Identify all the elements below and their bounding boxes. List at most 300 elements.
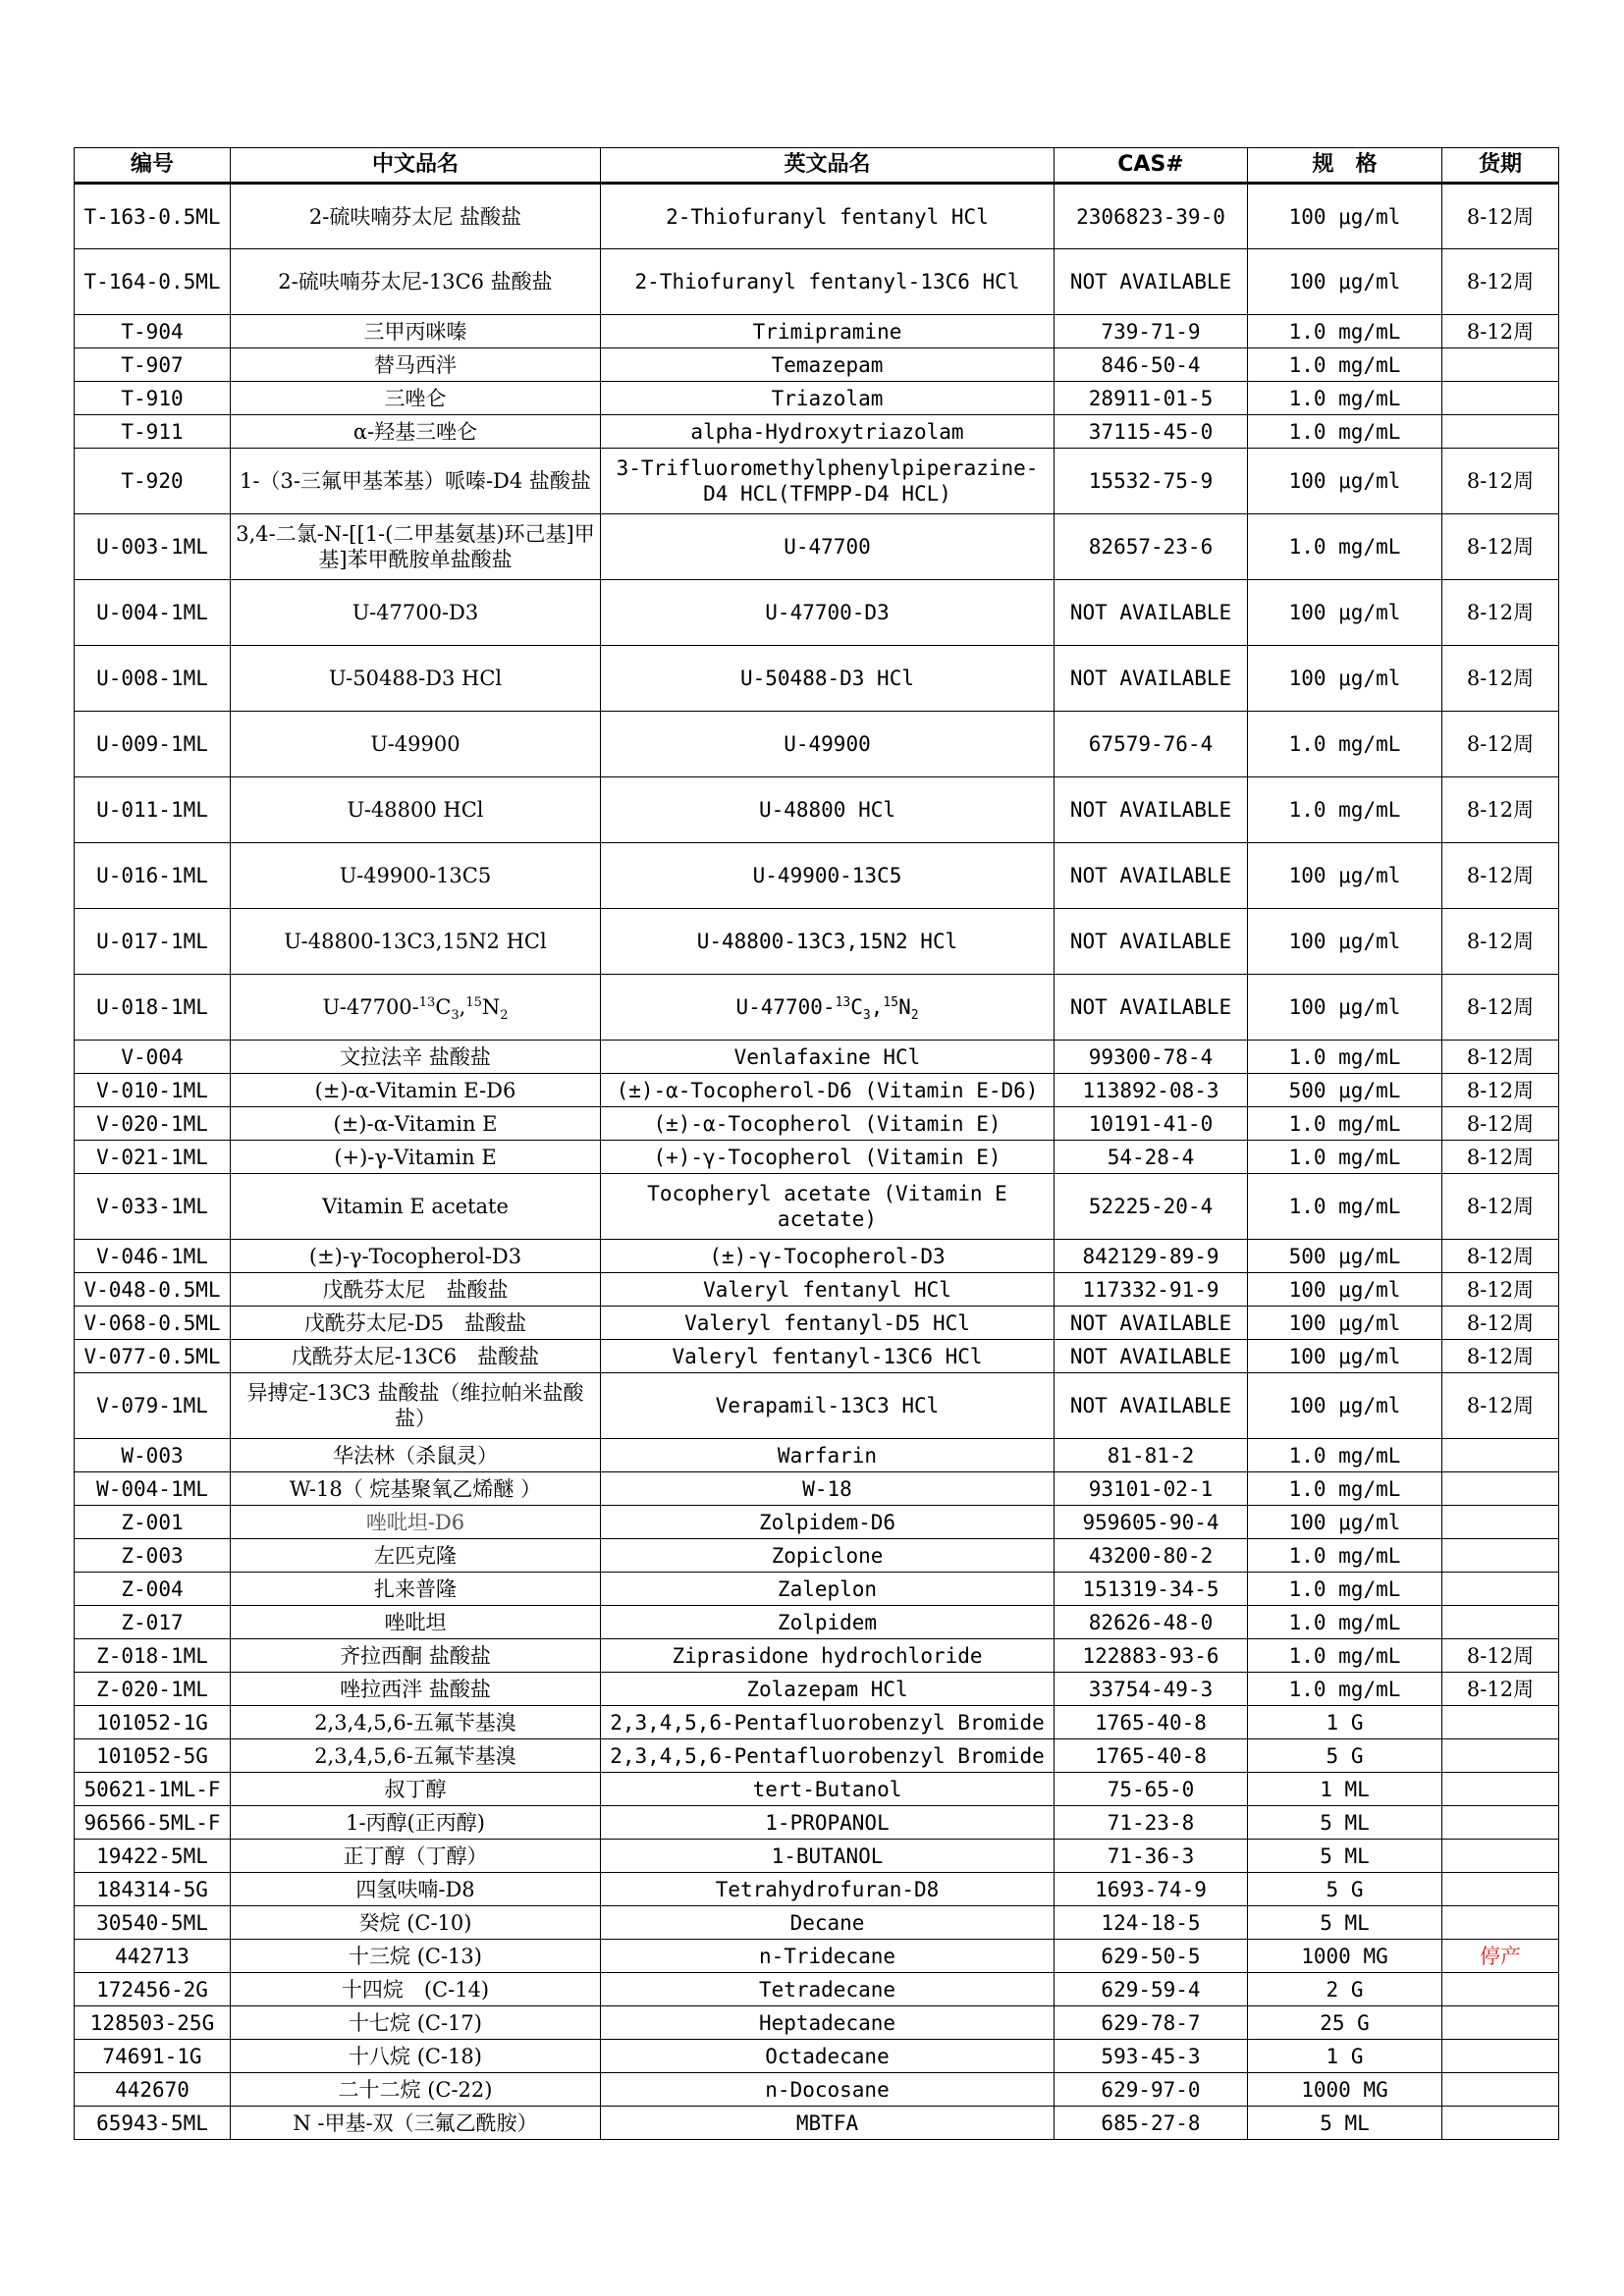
cell-product-id: 128503-25G — [75, 2006, 231, 2040]
cell-product-id: V-046-1ML — [75, 1240, 231, 1273]
cell-chinese-name: 二十二烷 (C-22) — [231, 2073, 601, 2107]
cell-english-name: 3-Trifluoromethylphenylpiperazine-D4 HCL(TFMPP-D4 HCL) — [601, 449, 1055, 514]
cell-lead-time — [1442, 415, 1559, 449]
table-row — [75, 1673, 1559, 1706]
table-row — [75, 1806, 1559, 1840]
cell-english-name: Tetrahydrofuran-D8 — [601, 1873, 1055, 1906]
cell-lead-time: 8-12周 — [1442, 184, 1559, 249]
cell-english-name: Heptadecane — [601, 2006, 1055, 2040]
cell-cas-number: 122883-93-6 — [1055, 1639, 1248, 1673]
cell-chinese-name: α-羟基三唑仑 — [231, 415, 601, 449]
cell-chinese-name: N -甲基-双（三氟乙酰胺） — [231, 2107, 601, 2140]
cell-cas-number: 43200-80-2 — [1055, 1539, 1248, 1573]
cell-product-id: Z-004 — [75, 1573, 231, 1606]
cell-specification: 1 G — [1248, 2040, 1442, 2073]
cell-specification: 100 μg/ml — [1248, 1373, 1442, 1439]
table-row — [75, 712, 1559, 777]
cell-english-name: U-50488-D3 HCl — [601, 646, 1055, 712]
header-id: 编号 — [75, 148, 231, 184]
table-row — [75, 1606, 1559, 1639]
cell-product-id: 65943-5ML — [75, 2107, 231, 2140]
cell-lead-time: 8-12周 — [1442, 1673, 1559, 1706]
cell-chinese-name: 2-硫呋喃芬太尼 盐酸盐 — [231, 184, 601, 249]
cell-chinese-name: 唑吡坦 — [231, 1606, 601, 1639]
cell-lead-time: 8-12周 — [1442, 1307, 1559, 1340]
cell-product-id: V-048-0.5ML — [75, 1273, 231, 1307]
table-row — [75, 646, 1559, 712]
cell-cas-number: 124-18-5 — [1055, 1906, 1248, 1940]
cell-product-id: U-017-1ML — [75, 909, 231, 975]
cell-product-id: U-016-1ML — [75, 843, 231, 909]
table-row — [75, 777, 1559, 843]
cell-english-name: (±)-α-Tocopherol-D6 (Vitamin E-D6) — [601, 1074, 1055, 1107]
cell-lead-time: 8-12周 — [1442, 843, 1559, 909]
cell-english-name: n-Docosane — [601, 2073, 1055, 2107]
cell-cas-number: 81-81-2 — [1055, 1439, 1248, 1472]
cell-product-id: Z-003 — [75, 1539, 231, 1573]
cell-specification: 1.0 mg/mL — [1248, 415, 1442, 449]
cell-chinese-name: W-18（ 烷基聚氧乙烯醚 ） — [231, 1472, 601, 1506]
header-chinese-name: 中文品名 — [231, 148, 601, 184]
table-row — [75, 1472, 1559, 1506]
table-row — [75, 1340, 1559, 1373]
cell-specification: 100 μg/ml — [1248, 1506, 1442, 1539]
cell-specification: 500 μg/mL — [1248, 1074, 1442, 1107]
cell-lead-time: 8-12周 — [1442, 909, 1559, 975]
cell-product-id: V-068-0.5ML — [75, 1307, 231, 1340]
cell-specification: 1.0 mg/mL — [1248, 514, 1442, 580]
cell-product-id: 172456-2G — [75, 1973, 231, 2006]
cell-lead-time: 8-12周 — [1442, 777, 1559, 843]
cell-english-name: 1-PROPANOL — [601, 1806, 1055, 1840]
table-row — [75, 1639, 1559, 1673]
cell-cas-number: 629-97-0 — [1055, 2073, 1248, 2107]
cell-english-name: Valeryl fentanyl HCl — [601, 1273, 1055, 1307]
table-row — [75, 1273, 1559, 1307]
cell-lead-time — [1442, 1739, 1559, 1773]
cell-specification: 100 μg/ml — [1248, 843, 1442, 909]
cell-chinese-name: 十七烷 (C-17) — [231, 2006, 601, 2040]
cell-cas-number: 75-65-0 — [1055, 1773, 1248, 1806]
cell-lead-time: 停产 — [1442, 1940, 1559, 1973]
cell-english-name: 2,3,4,5,6-Pentafluorobenzyl Bromide — [601, 1739, 1055, 1773]
cell-english-name: Valeryl fentanyl-D5 HCl — [601, 1307, 1055, 1340]
cell-lead-time: 8-12周 — [1442, 315, 1559, 348]
cell-chinese-name: 十八烷 (C-18) — [231, 2040, 601, 2073]
cell-product-id: U-004-1ML — [75, 580, 231, 646]
cell-chinese-name: 十三烷 (C-13) — [231, 1940, 601, 1973]
cell-product-id: V-020-1ML — [75, 1107, 231, 1141]
table-header-row — [75, 148, 1559, 184]
cell-cas-number: 629-59-4 — [1055, 1973, 1248, 2006]
cell-product-id: V-033-1ML — [75, 1174, 231, 1240]
cell-specification: 100 μg/ml — [1248, 249, 1442, 315]
cell-product-id: V-010-1ML — [75, 1074, 231, 1107]
table-row — [75, 2040, 1559, 2073]
cell-specification: 100 μg/ml — [1248, 1273, 1442, 1307]
cell-cas-number: 37115-45-0 — [1055, 415, 1248, 449]
table-row — [75, 249, 1559, 315]
cell-chinese-name: (±)-γ-Tocopherol-D3 — [231, 1240, 601, 1273]
cell-specification: 1.0 mg/mL — [1248, 1439, 1442, 1472]
cell-product-id: Z-001 — [75, 1506, 231, 1539]
cell-lead-time: 8-12周 — [1442, 449, 1559, 514]
table-row — [75, 382, 1559, 415]
cell-cas-number: 593-45-3 — [1055, 2040, 1248, 2073]
cell-english-name: Triazolam — [601, 382, 1055, 415]
cell-cas-number: NOT AVAILABLE — [1055, 843, 1248, 909]
cell-chinese-name: U-47700-D3 — [231, 580, 601, 646]
cell-specification: 1.0 mg/mL — [1248, 382, 1442, 415]
cell-lead-time — [1442, 1840, 1559, 1873]
cell-product-id: T-163-0.5ML — [75, 184, 231, 249]
cell-lead-time: 8-12周 — [1442, 1240, 1559, 1273]
table-row — [75, 1539, 1559, 1573]
cell-chinese-name: Vitamin E acetate — [231, 1174, 601, 1240]
cell-lead-time — [1442, 1539, 1559, 1573]
cell-chinese-name: 唑吡坦-D6 — [231, 1506, 601, 1539]
cell-specification: 1.0 mg/mL — [1248, 712, 1442, 777]
cell-lead-time — [1442, 1973, 1559, 2006]
table-row — [75, 1041, 1559, 1074]
cell-english-name: (±)-γ-Tocopherol-D3 — [601, 1240, 1055, 1273]
cell-chinese-name: U-49900-13C5 — [231, 843, 601, 909]
table-row — [75, 1773, 1559, 1806]
cell-chinese-name: (±)-α-Vitamin E-D6 — [231, 1074, 601, 1107]
cell-english-name: $U-47700-^{13}C_3,^{15}N_2$ — [601, 975, 1055, 1041]
cell-chinese-name: 戊酰芬太尼-D5 盐酸盐 — [231, 1307, 601, 1340]
cell-product-id: U-018-1ML — [75, 975, 231, 1041]
product-table — [74, 147, 1559, 2140]
cell-specification: 1.0 mg/mL — [1248, 1573, 1442, 1606]
cell-cas-number: 71-36-3 — [1055, 1840, 1248, 1873]
cell-lead-time — [1442, 2040, 1559, 2073]
table-row — [75, 1573, 1559, 1606]
cell-chinese-name: (+)-γ-Vitamin E — [231, 1141, 601, 1174]
table-row — [75, 1940, 1559, 1973]
cell-lead-time — [1442, 1606, 1559, 1639]
cell-cas-number: NOT AVAILABLE — [1055, 1373, 1248, 1439]
cell-english-name: 1-BUTANOL — [601, 1840, 1055, 1873]
cell-product-id: V-079-1ML — [75, 1373, 231, 1439]
cell-specification: 100 μg/ml — [1248, 646, 1442, 712]
cell-chinese-name: 1-丙醇(正丙醇) — [231, 1806, 601, 1840]
cell-product-id: U-003-1ML — [75, 514, 231, 580]
cell-cas-number: 82626-48-0 — [1055, 1606, 1248, 1639]
cell-product-id: 74691-1G — [75, 2040, 231, 2073]
cell-product-id: 101052-5G — [75, 1739, 231, 1773]
cell-english-name: 2,3,4,5,6-Pentafluorobenzyl Bromide — [601, 1706, 1055, 1739]
cell-specification: 5 ML — [1248, 1840, 1442, 1873]
cell-lead-time — [1442, 1472, 1559, 1506]
table-row — [75, 1174, 1559, 1240]
cell-specification: 500 μg/mL — [1248, 1240, 1442, 1273]
cell-cas-number: 71-23-8 — [1055, 1806, 1248, 1840]
cell-cas-number: 52225-20-4 — [1055, 1174, 1248, 1240]
cell-english-name: alpha-Hydroxytriazolam — [601, 415, 1055, 449]
cell-product-id: Z-017 — [75, 1606, 231, 1639]
cell-english-name: Temazepam — [601, 348, 1055, 382]
cell-chinese-name: 戊酰芬太尼 盐酸盐 — [231, 1273, 601, 1307]
cell-chinese-name: 左匹克隆 — [231, 1539, 601, 1573]
cell-specification: 5 ML — [1248, 1906, 1442, 1940]
cell-english-name: U-47700-D3 — [601, 580, 1055, 646]
cell-lead-time — [1442, 1506, 1559, 1539]
cell-lead-time — [1442, 1573, 1559, 1606]
cell-cas-number: 1765-40-8 — [1055, 1739, 1248, 1773]
table-row — [75, 348, 1559, 382]
table-row — [75, 909, 1559, 975]
cell-cas-number: 629-50-5 — [1055, 1940, 1248, 1973]
table-row — [75, 1739, 1559, 1773]
header-spec: 规 格 — [1248, 148, 1442, 184]
cell-specification: 1.0 mg/mL — [1248, 1107, 1442, 1141]
cell-product-id: 30540-5ML — [75, 1906, 231, 1940]
table-row — [75, 1873, 1559, 1906]
cell-cas-number: 15532-75-9 — [1055, 449, 1248, 514]
cell-cas-number: 54-28-4 — [1055, 1141, 1248, 1174]
cell-chinese-name: 异搏定-13C3 盐酸盐（维拉帕米盐酸盐） — [231, 1373, 601, 1439]
cell-cas-number: 1693-74-9 — [1055, 1873, 1248, 1906]
table-row — [75, 1706, 1559, 1739]
cell-cas-number: NOT AVAILABLE — [1055, 975, 1248, 1041]
cell-chinese-name: U-50488-D3 HCl — [231, 646, 601, 712]
cell-specification: 1.0 mg/mL — [1248, 1472, 1442, 1506]
cell-specification: 1.0 mg/mL — [1248, 315, 1442, 348]
cell-english-name: Valeryl fentanyl-13C6 HCl — [601, 1340, 1055, 1373]
cell-lead-time — [1442, 1806, 1559, 1840]
table-row — [75, 2073, 1559, 2107]
cell-english-name: n-Tridecane — [601, 1940, 1055, 1973]
cell-product-id: 184314-5G — [75, 1873, 231, 1906]
table-body — [75, 184, 1559, 2140]
cell-chinese-name: 戊酰芬太尼-13C6 盐酸盐 — [231, 1340, 601, 1373]
cell-english-name: Zaleplon — [601, 1573, 1055, 1606]
cell-cas-number: 846-50-4 — [1055, 348, 1248, 382]
cell-chinese-name: 癸烷 (C-10) — [231, 1906, 601, 1940]
cell-english-name: Zolpidem-D6 — [601, 1506, 1055, 1539]
cell-english-name: 2-Thiofuranyl fentanyl-13C6 HCl — [601, 249, 1055, 315]
cell-cas-number: 117332-91-9 — [1055, 1273, 1248, 1307]
cell-lead-time — [1442, 1773, 1559, 1806]
cell-english-name: W-18 — [601, 1472, 1055, 1506]
table-row — [75, 843, 1559, 909]
cell-english-name: Decane — [601, 1906, 1055, 1940]
cell-specification: 1.0 mg/mL — [1248, 1141, 1442, 1174]
cell-chinese-name: 文拉法辛 盐酸盐 — [231, 1041, 601, 1074]
cell-chinese-name: 三唑仑 — [231, 382, 601, 415]
table-row — [75, 2107, 1559, 2140]
cell-english-name: Octadecane — [601, 2040, 1055, 2073]
table-row — [75, 1506, 1559, 1539]
cell-specification: 100 μg/ml — [1248, 184, 1442, 249]
table-row — [75, 1307, 1559, 1340]
cell-english-name: U-49900 — [601, 712, 1055, 777]
cell-cas-number: NOT AVAILABLE — [1055, 646, 1248, 712]
table-row — [75, 975, 1559, 1041]
cell-chinese-name: 齐拉西酮 盐酸盐 — [231, 1639, 601, 1673]
cell-english-name: U-48800-13C3,15N2 HCl — [601, 909, 1055, 975]
header-lead-time: 货期 — [1442, 148, 1559, 184]
cell-specification: 1000 MG — [1248, 2073, 1442, 2107]
cell-specification: 1 G — [1248, 1706, 1442, 1739]
cell-cas-number: 99300-78-4 — [1055, 1041, 1248, 1074]
cell-english-name: Verapamil-13C3 HCl — [601, 1373, 1055, 1439]
cell-lead-time — [1442, 1706, 1559, 1739]
cell-lead-time: 8-12周 — [1442, 1373, 1559, 1439]
cell-specification: 1000 MG — [1248, 1940, 1442, 1973]
cell-chinese-name: 正丁醇（丁醇） — [231, 1840, 601, 1873]
cell-chinese-name: 2,3,4,5,6-五氟苄基溴 — [231, 1706, 601, 1739]
cell-lead-time: 8-12周 — [1442, 580, 1559, 646]
table-row — [75, 1840, 1559, 1873]
cell-specification: 1.0 mg/mL — [1248, 1041, 1442, 1074]
cell-cas-number: 93101-02-1 — [1055, 1472, 1248, 1506]
cell-chinese-name: 唑拉西泮 盐酸盐 — [231, 1673, 601, 1706]
cell-chinese-name: 三甲丙咪嗪 — [231, 315, 601, 348]
cell-product-id: T-164-0.5ML — [75, 249, 231, 315]
cell-chinese-name: 华法林（杀鼠灵） — [231, 1439, 601, 1472]
cell-cas-number: 1765-40-8 — [1055, 1706, 1248, 1739]
cell-specification: 5 ML — [1248, 2107, 1442, 2140]
cell-english-name: Zopiclone — [601, 1539, 1055, 1573]
cell-english-name: U-49900-13C5 — [601, 843, 1055, 909]
cell-specification: 100 μg/ml — [1248, 909, 1442, 975]
cell-chinese-name: 十四烷 (C-14) — [231, 1973, 601, 2006]
cell-specification: 100 μg/ml — [1248, 975, 1442, 1041]
cell-specification: 5 ML — [1248, 1806, 1442, 1840]
cell-cas-number: NOT AVAILABLE — [1055, 580, 1248, 646]
cell-english-name: tert-Butanol — [601, 1773, 1055, 1806]
cell-specification: 100 μg/ml — [1248, 449, 1442, 514]
cell-cas-number: 151319-34-5 — [1055, 1573, 1248, 1606]
cell-english-name: MBTFA — [601, 2107, 1055, 2140]
cell-specification: 25 G — [1248, 2006, 1442, 2040]
cell-product-id: V-021-1ML — [75, 1141, 231, 1174]
cell-product-id: 96566-5ML-F — [75, 1806, 231, 1840]
cell-specification: 5 G — [1248, 1873, 1442, 1906]
table-row — [75, 1240, 1559, 1273]
cell-product-id: Z-020-1ML — [75, 1673, 231, 1706]
cell-english-name: Zolpidem — [601, 1606, 1055, 1639]
cell-specification: 1.0 mg/mL — [1248, 1539, 1442, 1573]
cell-cas-number: 10191-41-0 — [1055, 1107, 1248, 1141]
cell-english-name: Venlafaxine HCl — [601, 1041, 1055, 1074]
cell-lead-time: 8-12周 — [1442, 1273, 1559, 1307]
cell-english-name: Ziprasidone hydrochloride — [601, 1639, 1055, 1673]
cell-lead-time — [1442, 1873, 1559, 1906]
cell-cas-number: NOT AVAILABLE — [1055, 777, 1248, 843]
cell-specification: 100 μg/ml — [1248, 580, 1442, 646]
cell-chinese-name: U-48800 HCl — [231, 777, 601, 843]
cell-cas-number: 113892-08-3 — [1055, 1074, 1248, 1107]
cell-specification: 1.0 mg/mL — [1248, 1606, 1442, 1639]
cell-english-name: Zolazepam HCl — [601, 1673, 1055, 1706]
header-cas: CAS# — [1055, 148, 1248, 184]
table-row — [75, 1373, 1559, 1439]
cell-cas-number: 2306823-39-0 — [1055, 184, 1248, 249]
cell-lead-time — [1442, 2006, 1559, 2040]
table-row — [75, 1074, 1559, 1107]
cell-lead-time: 8-12周 — [1442, 1174, 1559, 1240]
table-row — [75, 415, 1559, 449]
cell-specification: 1.0 mg/mL — [1248, 348, 1442, 382]
cell-lead-time — [1442, 2107, 1559, 2140]
table-row — [75, 1439, 1559, 1472]
cell-product-id: T-910 — [75, 382, 231, 415]
cell-lead-time: 8-12周 — [1442, 249, 1559, 315]
cell-specification: 1.0 mg/mL — [1248, 777, 1442, 843]
cell-specification: 100 μg/ml — [1248, 1340, 1442, 1373]
cell-product-id: 19422-5ML — [75, 1840, 231, 1873]
cell-product-id: 442713 — [75, 1940, 231, 1973]
cell-cas-number: 67579-76-4 — [1055, 712, 1248, 777]
cell-cas-number: 33754-49-3 — [1055, 1673, 1248, 1706]
cell-cas-number: 629-78-7 — [1055, 2006, 1248, 2040]
cell-specification: 1.0 mg/mL — [1248, 1639, 1442, 1673]
cell-product-id: V-077-0.5ML — [75, 1340, 231, 1373]
cell-english-name: Tetradecane — [601, 1973, 1055, 2006]
cell-chinese-name: 四氢呋喃-D8 — [231, 1873, 601, 1906]
cell-lead-time: 8-12周 — [1442, 1074, 1559, 1107]
cell-lead-time — [1442, 1906, 1559, 1940]
cell-cas-number: 739-71-9 — [1055, 315, 1248, 348]
cell-chinese-name: 2-硫呋喃芬太尼-13C6 盐酸盐 — [231, 249, 601, 315]
cell-product-id: 101052-1G — [75, 1706, 231, 1739]
cell-chinese-name: $U-47700-^{13}C_3,^{15}N_2$ — [231, 975, 601, 1041]
cell-english-name: U-48800 HCl — [601, 777, 1055, 843]
cell-lead-time: 8-12周 — [1442, 1107, 1559, 1141]
cell-cas-number: 959605-90-4 — [1055, 1506, 1248, 1539]
cell-lead-time: 8-12周 — [1442, 1340, 1559, 1373]
cell-lead-time: 8-12周 — [1442, 1041, 1559, 1074]
cell-lead-time: 8-12周 — [1442, 514, 1559, 580]
cell-english-name: Trimipramine — [601, 315, 1055, 348]
table-row — [75, 449, 1559, 514]
cell-lead-time — [1442, 382, 1559, 415]
cell-english-name: Tocopheryl acetate (Vitamin E acetate) — [601, 1174, 1055, 1240]
cell-product-id: 50621-1ML-F — [75, 1773, 231, 1806]
cell-english-name: 2-Thiofuranyl fentanyl HCl — [601, 184, 1055, 249]
cell-chinese-name: 替马西泮 — [231, 348, 601, 382]
cell-chinese-name: U-48800-13C3,15N2 HCl — [231, 909, 601, 975]
table-row — [75, 514, 1559, 580]
cell-product-id: 442670 — [75, 2073, 231, 2107]
cell-lead-time: 8-12周 — [1442, 646, 1559, 712]
cell-chinese-name: (±)-α-Vitamin E — [231, 1107, 601, 1141]
header-english-name: 英文品名 — [601, 148, 1055, 184]
table-row — [75, 2006, 1559, 2040]
cell-english-name: (+)-γ-Tocopherol (Vitamin E) — [601, 1141, 1055, 1174]
cell-lead-time: 8-12周 — [1442, 712, 1559, 777]
cell-specification: 1.0 mg/mL — [1248, 1174, 1442, 1240]
cell-english-name: Warfarin — [601, 1439, 1055, 1472]
cell-cas-number: NOT AVAILABLE — [1055, 909, 1248, 975]
cell-chinese-name: 扎来普隆 — [231, 1573, 601, 1606]
cell-cas-number: 685-27-8 — [1055, 2107, 1248, 2140]
cell-cas-number: NOT AVAILABLE — [1055, 249, 1248, 315]
cell-chinese-name: 1-（3-三氟甲基苯基）哌嗪-D4 盐酸盐 — [231, 449, 601, 514]
cell-product-id: T-907 — [75, 348, 231, 382]
cell-specification: 100 μg/ml — [1248, 1307, 1442, 1340]
cell-lead-time: 8-12周 — [1442, 1639, 1559, 1673]
cell-product-id: U-008-1ML — [75, 646, 231, 712]
cell-specification: 2 G — [1248, 1973, 1442, 2006]
cell-lead-time: 8-12周 — [1442, 1141, 1559, 1174]
cell-english-name: U-47700 — [601, 514, 1055, 580]
table-row — [75, 315, 1559, 348]
table-row — [75, 184, 1559, 249]
